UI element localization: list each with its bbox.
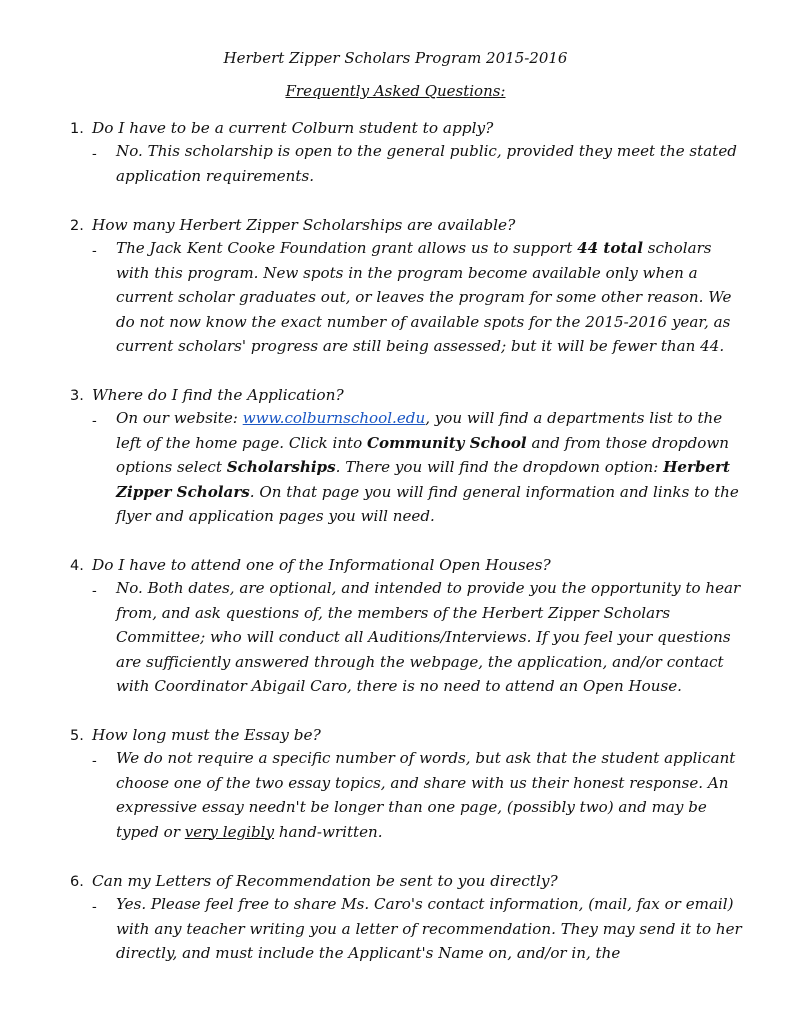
question-number: 4.: [70, 558, 84, 574]
answer-bold-text: Herbert Zipper Scholars: [116, 458, 731, 501]
answer-text: hand-written.: [274, 822, 383, 841]
faq-answer-5: [116, 746, 746, 844]
website-link[interactable]: www.colburnschool.edu: [242, 409, 426, 427]
bullet-dash: -: [92, 146, 97, 162]
document-title: Herbert Zipper Scholars Program 2015-2016: [223, 49, 568, 67]
faq-question-6: [70, 872, 558, 890]
question-text: How long must the Essay be?: [92, 726, 321, 744]
question-text: Where do I find the Application?: [92, 386, 344, 404]
faq-answer-3: [116, 406, 746, 529]
answer-text: The Jack Kent Cooke Foundation grant allows us to support: [116, 239, 578, 257]
answer-text: , you will find a departments list to the left of the home page. Click into: [116, 409, 723, 452]
faq-question-2: [70, 216, 515, 234]
answer-bold-text: Scholarships: [226, 458, 336, 476]
answer-text: We do not require a specific number of words, but ask that the student applicant choose one of the two essay topics, and share with us their honest response. An expressive essay needn't be longer than one page, (possibly two) and may be typed or: [116, 749, 736, 841]
faq-answer-4: No. Both dates, are optional, and intended to provide you the opportunity to hear from, and ask questions of, the members of the Herbert Zipper Scholars Committee; who will conduct all Auditions/Interviews. If you feel your questions are sufficiently answered through the webpage, the application, and/or contact with Coordinator Abigail Caro, there is no need to attend an Open House.: [116, 579, 741, 695]
faq-answer-2: [116, 236, 746, 359]
question-text: Do I have to attend one of the Informational Open Houses?: [92, 556, 551, 574]
question-text: How many Herbert Zipper Scholarships are available?: [92, 216, 516, 234]
faq-question-4: [70, 556, 551, 574]
answer-text: scholars with this program. New spots in the program become available only when a current scholar graduates out, or leaves the program for some other reason. We do not now know the exact number of available spots for the 2015-2016 year, as current scholars' progress are still being assessed; but it will be fewer than 44.: [116, 239, 732, 355]
answer-text: . On that page you will find general information and links to the flyer and application pages you will need.: [116, 482, 739, 525]
bullet-dash: -: [92, 583, 97, 599]
bullet-dash: -: [92, 899, 97, 915]
answer-bold-text: Community School: [367, 433, 527, 452]
bullet-dash: -: [92, 243, 97, 259]
question-number: 6.: [70, 874, 84, 890]
document-subtitle: Frequently Asked Questions:: [285, 82, 506, 100]
answer-text: On our website:: [116, 409, 243, 427]
answer-underlined-text: very legibly: [184, 822, 275, 841]
bullet-dash: -: [92, 753, 97, 769]
answer-text: . There you will find the dropdown option:: [335, 458, 664, 476]
faq-question-3: [70, 386, 344, 404]
answer-bold-text: 44 total: [577, 239, 643, 257]
faq-answer-6: Yes. Please feel free to share Ms. Caro's contact information, (mail, fax or email) with any teacher writing you a letter of recommendation. They may send it to her directly, and must include the Applicant's Name on, and/or in, the: [116, 895, 742, 962]
question-number: 3.: [70, 388, 84, 404]
question-number: 2.: [70, 218, 84, 234]
faq-answer-1: No. This scholarship is open to the general public, provided they meet the stated application requirements.: [116, 142, 737, 185]
faq-question-5: [70, 726, 321, 744]
faq-question-1: [70, 119, 493, 137]
question-text: Can my Letters of Recommendation be sent to you directly?: [92, 872, 558, 890]
question-number: 5.: [70, 728, 84, 744]
answer-text: and from those dropdown options select: [116, 433, 729, 476]
bullet-dash: -: [92, 413, 97, 429]
question-number: 1.: [70, 121, 84, 137]
question-text: Do I have to be a current Colburn student to apply?: [92, 119, 494, 137]
